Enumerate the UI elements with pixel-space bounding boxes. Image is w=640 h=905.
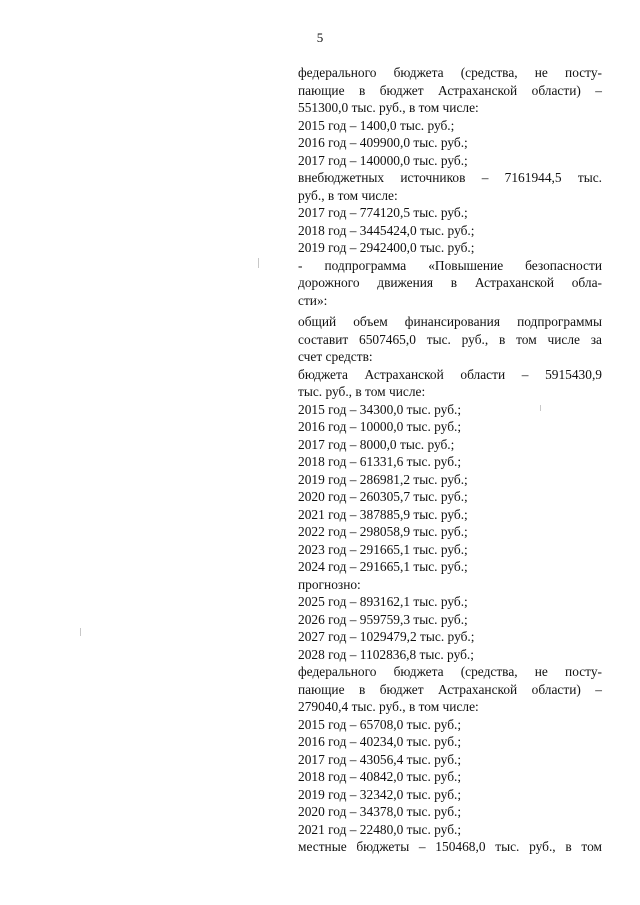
scan-mark bbox=[258, 258, 259, 268]
text-line: руб., в том числе: bbox=[298, 187, 398, 203]
text-line: федерального бюджета (средства, не посту- bbox=[298, 65, 602, 80]
text-line: 551300,0 тыс. руб., в том числе: bbox=[298, 100, 479, 115]
text-line: счет средств: bbox=[298, 349, 373, 364]
text-line: федерального бюджета (средства, не посту- bbox=[298, 664, 602, 679]
text-line: 279040,4 тыс. руб., в том числе: bbox=[298, 699, 479, 714]
text-line: дорожного движения в Астраханской обла- bbox=[298, 275, 602, 290]
text-line: - подпрограмма «Повышение безопасности bbox=[298, 257, 602, 273]
text-line: прогнозно: bbox=[298, 576, 361, 592]
text-line: 2018 год – 3445424,0 тыс. руб.; bbox=[298, 222, 475, 238]
text-line: местные бюджеты – 150468,0 тыс. руб., в том bbox=[298, 839, 602, 854]
text-line: 2021 год – 387885,9 тыс. руб.; bbox=[298, 506, 468, 522]
text-line: 2019 год – 2942400,0 тыс. руб.; bbox=[298, 240, 475, 255]
text-line: 2020 год – 260305,7 тыс. руб.; bbox=[298, 489, 468, 504]
scan-mark bbox=[80, 628, 81, 636]
text-line: 2020 год – 34378,0 тыс. руб.; bbox=[298, 804, 462, 819]
page-number: 5 bbox=[316, 30, 324, 45]
text-line: 2016 год – 10000,0 тыс. руб.; bbox=[298, 419, 462, 434]
text-line: 2016 год – 409900,0 тыс. руб.; bbox=[298, 135, 468, 150]
text-line: пающие в бюджет Астраханской области) – bbox=[298, 82, 602, 98]
text-line: 2028 год – 1102836,8 тыс. руб.; bbox=[298, 646, 474, 662]
text-line: 2018 год – 61331,6 тыс. руб.; bbox=[298, 454, 462, 469]
text-line: сти»: bbox=[298, 292, 328, 308]
text-line: 2015 год – 1400,0 тыс. руб.; bbox=[298, 117, 455, 133]
text-line: 2022 год – 298058,9 тыс. руб.; bbox=[298, 524, 468, 539]
text-line: тыс. руб., в том числе: bbox=[298, 384, 426, 399]
text-line: 2017 год – 774120,5 тыс. руб.; bbox=[298, 205, 468, 220]
text-line: общий объем финансирования подпрограммы bbox=[298, 314, 602, 329]
text-line: 2021 год – 22480,0 тыс. руб.; bbox=[298, 821, 462, 837]
text-line: составит 6507465,0 тыс. руб., в том числе за bbox=[298, 331, 602, 347]
document-body bbox=[298, 64, 602, 856]
text-line: 2015 год – 65708,0 тыс. руб.; bbox=[298, 716, 462, 732]
text-line: 2023 год – 291665,1 тыс. руб.; bbox=[298, 541, 468, 557]
text-line: 2018 год – 40842,0 тыс. руб.; bbox=[298, 769, 462, 784]
text-line: 2026 год – 959759,3 тыс. руб.; bbox=[298, 611, 468, 627]
text-line: 2019 год – 286981,2 тыс. руб.; bbox=[298, 471, 468, 487]
text-line: 2027 год – 1029479,2 тыс. руб.; bbox=[298, 629, 475, 644]
text-line: 2024 год – 291665,1 тыс. руб.; bbox=[298, 559, 468, 574]
text-line: 2025 год – 893162,1 тыс. руб.; bbox=[298, 594, 468, 609]
text-line: 2017 год – 140000,0 тыс. руб.; bbox=[298, 152, 468, 168]
text-line: 2017 год – 43056,4 тыс. руб.; bbox=[298, 751, 462, 767]
text-line: 2015 год – 34300,0 тыс. руб.; bbox=[298, 401, 462, 417]
text-line: 2019 год – 32342,0 тыс. руб.; bbox=[298, 786, 462, 802]
text-line: пающие в бюджет Астраханской области) – bbox=[298, 681, 602, 697]
text-line: 2016 год – 40234,0 тыс. руб.; bbox=[298, 734, 462, 749]
text-line: внебюджетных источников – 7161944,5 тыс. bbox=[298, 170, 602, 185]
text-line: 2017 год – 8000,0 тыс. руб.; bbox=[298, 436, 455, 452]
text-line: бюджета Астраханской области – 5915430,9 bbox=[298, 366, 602, 382]
